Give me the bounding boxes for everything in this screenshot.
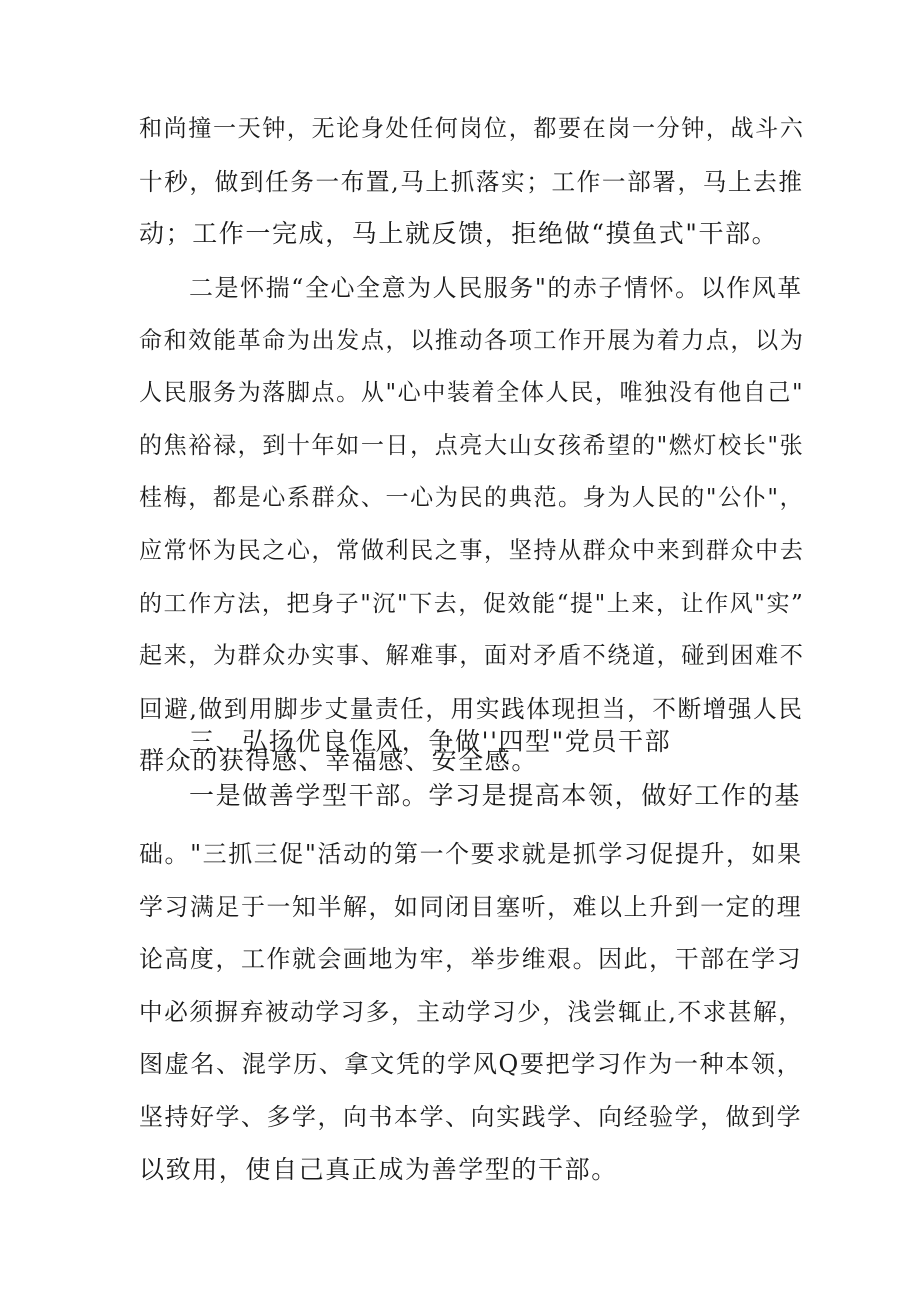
heading-text: 三、弘扬优良作风，争做''四型"党员干部 bbox=[189, 727, 672, 756]
paragraph-learning-body bbox=[139, 828, 804, 1196]
text-line: 坚持好学、多学，向书本学、向实践学、向经验学，做到学 bbox=[139, 1102, 803, 1131]
paragraph-service-sentiment bbox=[139, 262, 805, 788]
text-line: 桂梅，都是心系群众、一心为民的典范。身为人民的"公仆"， bbox=[139, 485, 805, 512]
text-line: 础。"三抓三促"活动的第一个要求就是抓学习促提升，如果 bbox=[139, 840, 803, 868]
text-line: 和尚撞一天钟，无论身处任何岗位，都要在岗一分钟，战斗六 bbox=[139, 116, 805, 142]
text-line: 论高度，工作就会画地为牢，举步维艰。因此，干部在学习 bbox=[139, 945, 803, 974]
text-line: 起来，为群众办实事、解难事，面对矛盾不绕道，碰到困难不 bbox=[139, 643, 805, 670]
text-line: 十秒，做到任务一布置,马上抓落实；工作一部署，马上去推 bbox=[139, 167, 804, 196]
paragraph-learning-intro bbox=[139, 770, 801, 823]
paragraph-continuation bbox=[139, 103, 805, 261]
text-line: 回避,做到用脚步丈量责任，用实践体现担当，不断增强人民 bbox=[139, 694, 804, 723]
text-line: 中必须摒弃被动学习多，主动学习少，浅尝辄止,不求甚解， bbox=[139, 997, 804, 1026]
text-line: 动；工作一完成，马上就反馈，拒绝做“摸鱼式"干部。 bbox=[139, 219, 779, 249]
text-line: 应常怀为民之心，常做利民之事，坚持从群众中来到群众中去 bbox=[139, 537, 805, 564]
text-line: 的工作方法，把身子"沉"下去，促效能“提"上来，让作风"实” bbox=[139, 590, 805, 617]
text-line: 以致用，使自己真正成为善学型的干部。 bbox=[139, 1154, 618, 1184]
text-line: 命和效能革命为出发点，以推动各项工作开展为着力点，以为 bbox=[139, 327, 805, 354]
text-line: 学习满足于一知半解，如同闭目塞听，难以上升到一定的理 bbox=[139, 892, 803, 921]
text-line-first: 二是怀揣“全心全意为人民服务"的赤子情怀。以作风革 bbox=[189, 274, 803, 302]
text-line: 的焦裕禄，到十年如一日，点亮大山女孩希望的"燃灯校长"张 bbox=[139, 432, 805, 459]
text-line-first: 一是做善学型干部。学习是提高本领，做好工作的基 bbox=[189, 781, 801, 810]
text-line: 群众的获得感、幸福感、安全感。 bbox=[139, 746, 539, 776]
text-line: 图虚名、混学历、拿文凭的学风Q要把学习作为一种本领， bbox=[139, 1050, 803, 1079]
text-line: 人民服务为落脚点。从"心中装着全体人民，唯独没有他自己" bbox=[139, 380, 805, 407]
section-heading bbox=[139, 716, 801, 769]
